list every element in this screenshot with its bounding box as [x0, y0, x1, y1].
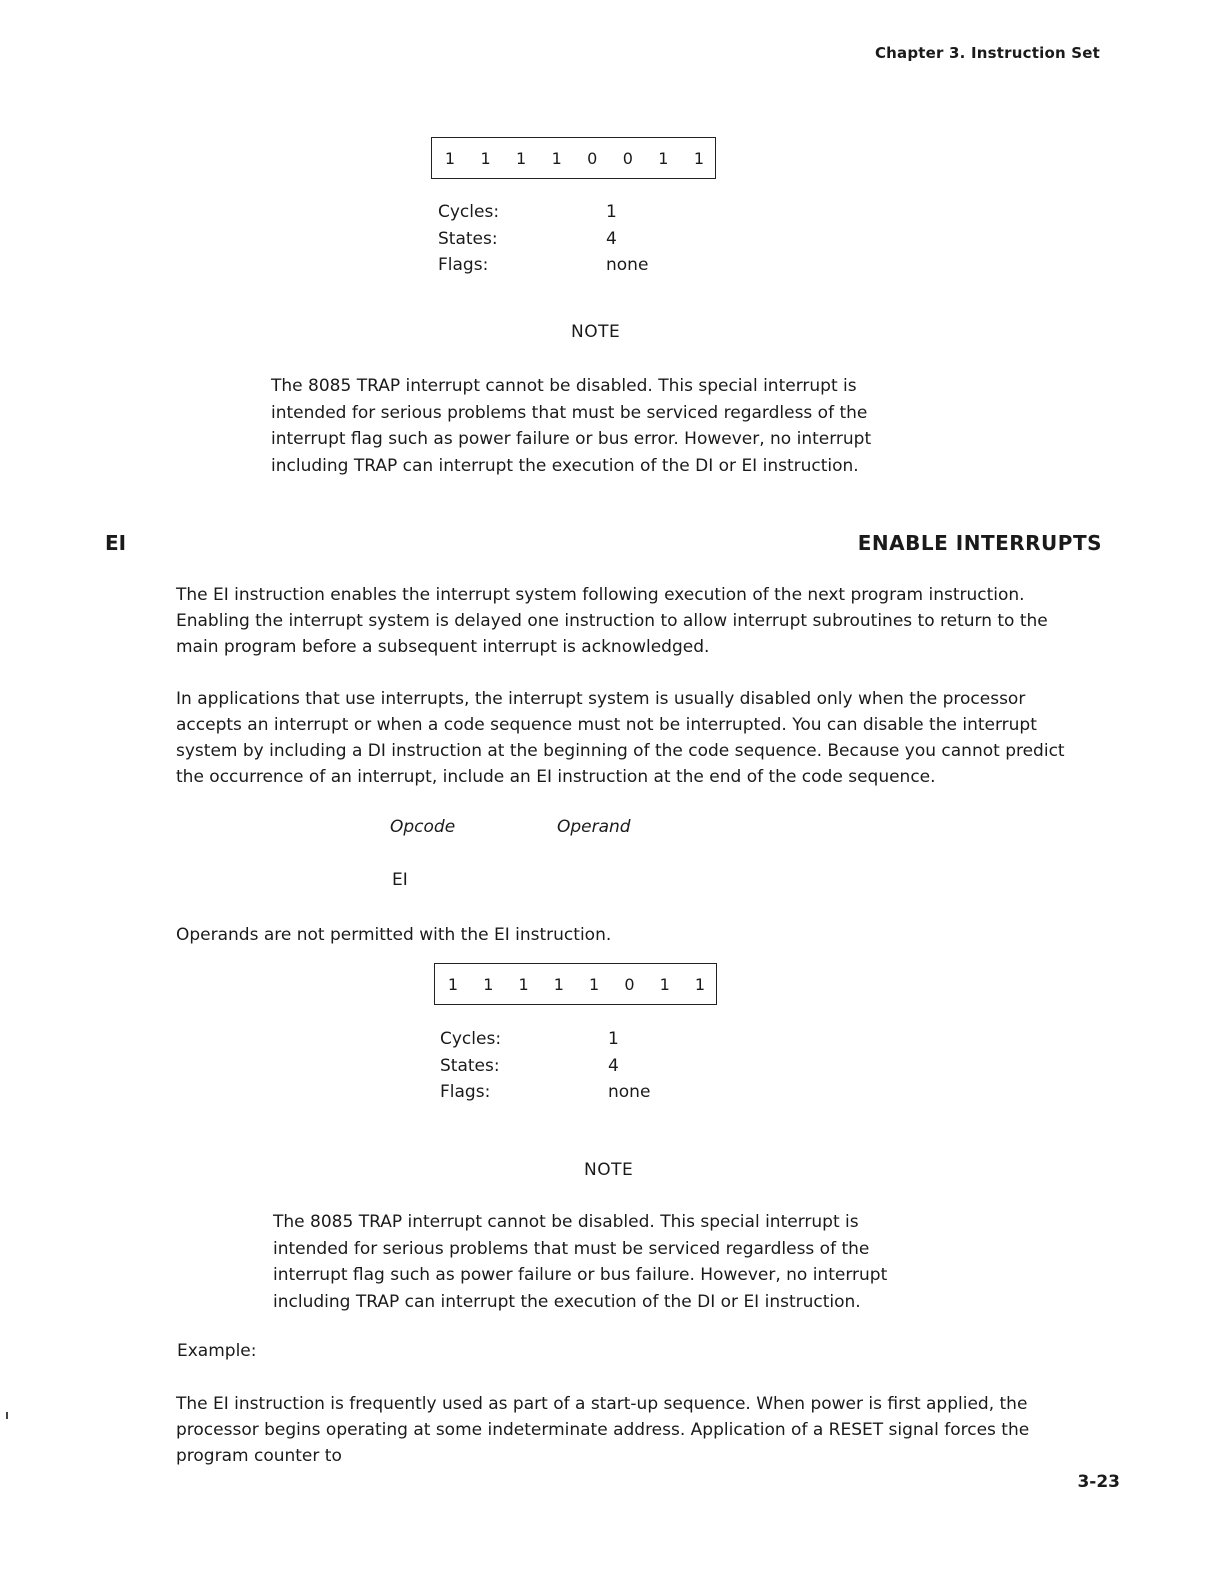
- stat-label: Flags:: [438, 255, 489, 275]
- stat-value: 4: [608, 1055, 619, 1076]
- example-label: Example:: [177, 1341, 257, 1361]
- stat-value: none: [606, 255, 649, 275]
- bit: 1: [693, 148, 705, 168]
- ei-usage-paragraph: In applications that use interrupts, the interrupt system is usually disabled only when the processor accepts an interrupt or when a code sequence must not be interrupted. You can disable the interrupt system by including a DI instruction at the beginning of the code sequence. Because you cannot predict the occurrence of an interrupt, include an EI instruction at the end of the code sequence.: [176, 689, 1065, 787]
- note-line: interrupt flag such as power failure or bus failure. However, no interrupt: [273, 1265, 888, 1285]
- ei-note-title: NOTE: [584, 1160, 634, 1180]
- stat-value: 4: [606, 228, 617, 249]
- cycles-row: [438, 199, 648, 226]
- states-row: [438, 226, 648, 253]
- stat-label: States:: [440, 1055, 500, 1076]
- margin-mark: [6, 1412, 8, 1419]
- note-line: intended for serious problems that must be serviced regardless of the: [271, 402, 868, 423]
- bit: 1: [516, 148, 527, 168]
- operand-column-header: Operand: [557, 817, 631, 837]
- note-line: The 8085 TRAP interrupt cannot be disabled. This special interrupt is: [271, 376, 857, 396]
- bit: 1: [551, 148, 562, 168]
- bit: 0: [587, 148, 598, 168]
- note-line: including TRAP can interrupt the execution of the DI or EI instruction.: [273, 1291, 861, 1312]
- bit: 1: [518, 974, 529, 994]
- stat-value: 1: [606, 202, 617, 222]
- flags-row: [438, 252, 648, 279]
- note-line: intended for serious problems that must be serviced regardless of the: [273, 1238, 870, 1259]
- bit: 1: [483, 974, 494, 994]
- bit: 1: [659, 974, 670, 994]
- stat-label: Cycles:: [438, 202, 500, 222]
- opcode-value: EI: [392, 870, 408, 890]
- bit: 0: [624, 974, 635, 994]
- stat-label: Cycles:: [440, 1029, 502, 1049]
- bit: 1: [447, 974, 459, 994]
- cycles-row: [440, 1026, 650, 1053]
- bit: 1: [658, 148, 669, 168]
- di-timing-table: [438, 199, 648, 279]
- ei-opcode-bit-box: [434, 963, 717, 1005]
- bit: 1: [694, 974, 706, 994]
- section-title: ENABLE INTERRUPTS: [857, 531, 1102, 555]
- bit: 1: [480, 148, 491, 168]
- opcode-column-header: Opcode: [390, 817, 456, 837]
- stat-value: 1: [608, 1029, 619, 1049]
- bit: 1: [589, 974, 600, 994]
- stat-label: Flags:: [440, 1082, 491, 1102]
- di-opcode-bit-box: [431, 137, 716, 179]
- running-head: Chapter 3. Instruction Set: [874, 44, 1100, 62]
- di-note-title: NOTE: [571, 322, 621, 342]
- stat-value: none: [608, 1082, 651, 1102]
- states-row: [440, 1053, 650, 1080]
- bit: 1: [444, 148, 456, 168]
- ei-timing-table: [440, 1026, 650, 1106]
- ei-description-paragraph: The EI instruction enables the interrupt system following execution of the next program instruction. Enabling the interrupt system is delayed one instruction to allow interrupt subroutines to return to the main program before a subsequent interrupt is acknowledged.: [176, 585, 1048, 657]
- note-line: The 8085 TRAP interrupt cannot be disabled. This special interrupt is: [273, 1212, 859, 1232]
- di-note-body: [271, 373, 891, 479]
- note-line: interrupt flag such as power failure or bus error. However, no interrupt: [271, 429, 872, 449]
- ei-note-body: [273, 1209, 893, 1315]
- bit: 1: [553, 974, 564, 994]
- page-number: 3-23: [1077, 1472, 1120, 1492]
- example-paragraph: The EI instruction is frequently used as part of a start-up sequence. When power is first applied, the processor begins operating at some indeterminate address. Application of a RESET signal forces the program counter to: [176, 1394, 1030, 1466]
- stat-label: States:: [438, 228, 498, 249]
- note-line: including TRAP can interrupt the execution of the DI or EI instruction.: [271, 455, 859, 476]
- operands-note: Operands are not permitted with the EI instruction.: [176, 925, 612, 945]
- bit: 0: [622, 148, 633, 168]
- flags-row: [440, 1079, 650, 1106]
- section-mnemonic: EI: [105, 531, 127, 555]
